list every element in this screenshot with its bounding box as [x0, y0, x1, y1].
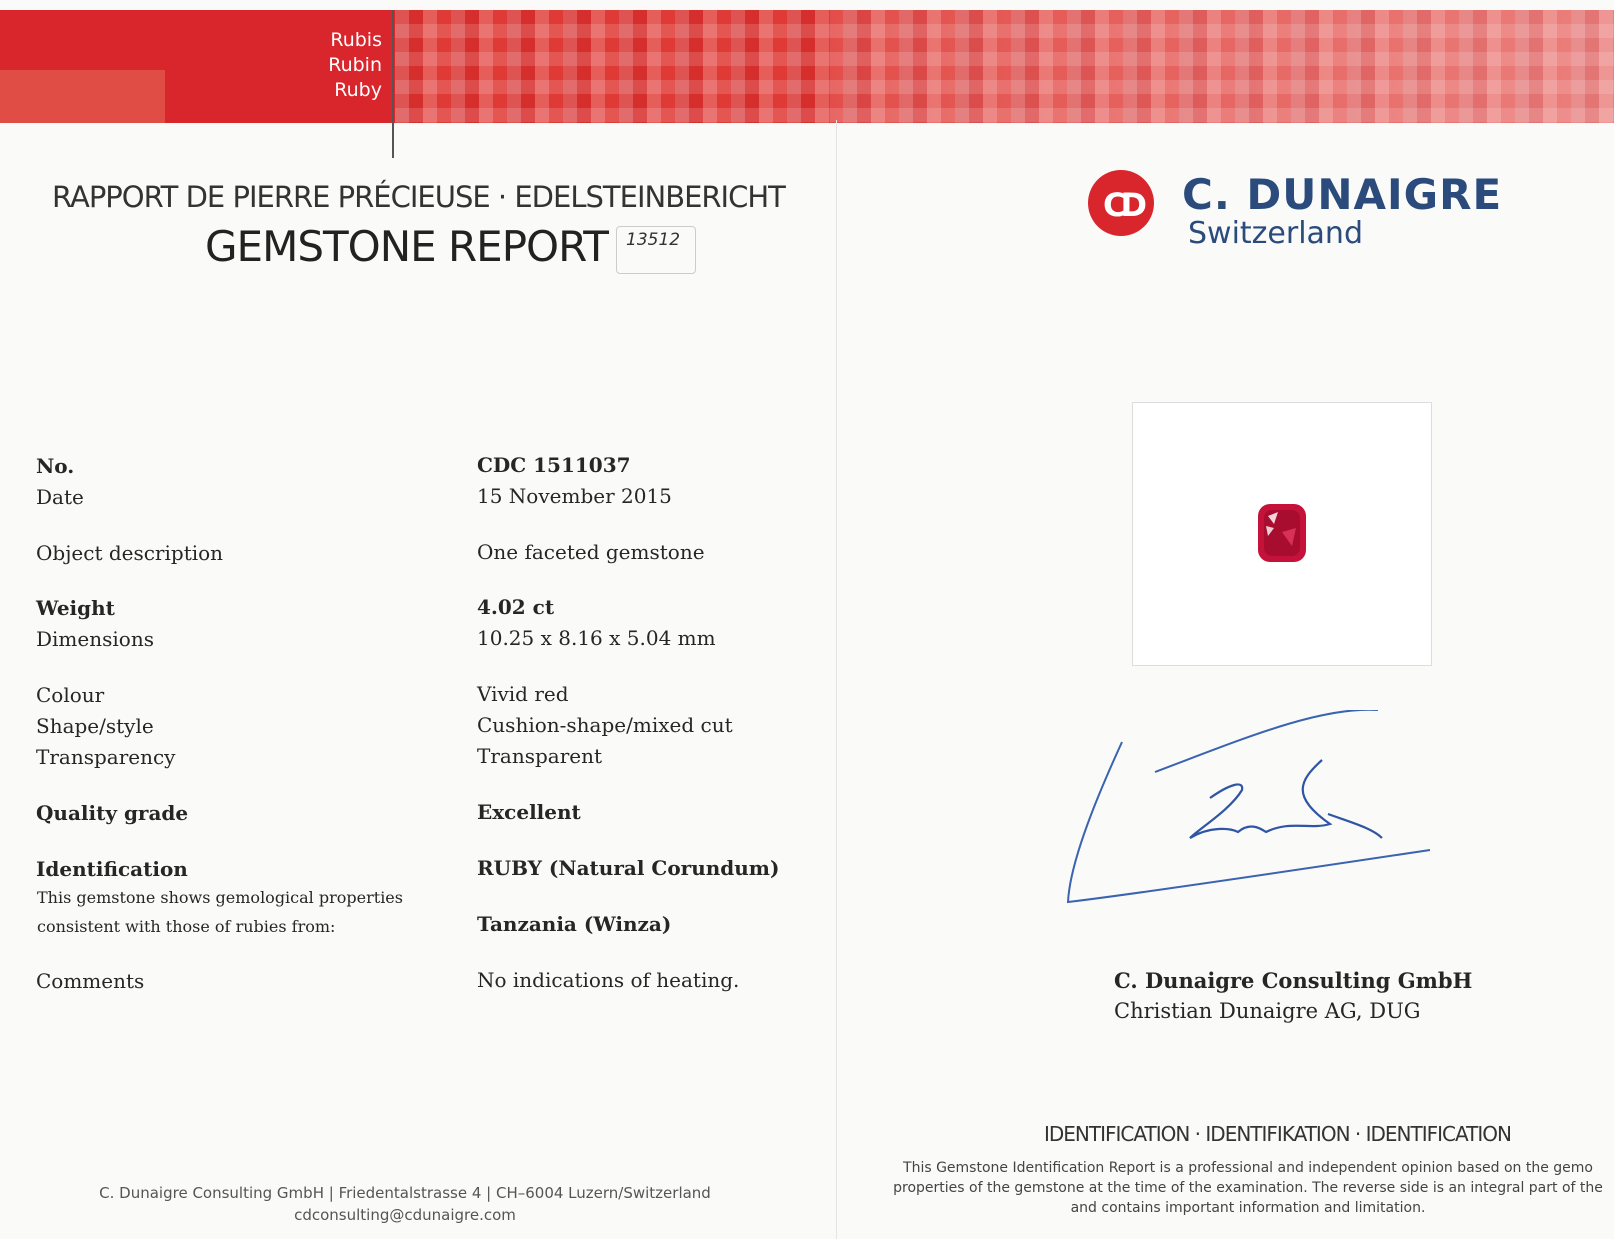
label-colour: Colour — [36, 683, 105, 707]
band-light-block — [0, 70, 165, 123]
value-comments: No indications of heating. — [477, 968, 740, 992]
value-origin: Tanzania (Winza) — [477, 912, 672, 936]
value-quality: Excellent — [477, 800, 581, 824]
label-weight: Weight — [36, 596, 115, 620]
value-identification: RUBY (Natural Corundum) — [477, 856, 780, 880]
label-no: No. — [36, 454, 75, 478]
label-date: Date — [36, 485, 84, 509]
page-fold-line — [836, 120, 837, 1239]
brand-name: C. DUNAIGRE — [1182, 170, 1503, 219]
label-dimensions: Dimensions — [36, 627, 154, 651]
signatory-company: C. Dunaigre Consulting GmbH — [1114, 968, 1473, 993]
label-transparency: Transparency — [36, 745, 176, 769]
footer-email: cdconsulting@cdunaigre.com — [294, 1206, 516, 1224]
identification-note-line-1: This gemstone shows gemological properties — [37, 888, 403, 907]
value-dimensions: 10.25 x 8.16 x 5.04 mm — [477, 626, 716, 650]
value-no: CDC 1511037 — [477, 453, 631, 477]
disclaimer-line-1: This Gemstone Identification Report is a professional and independent opinion based on the gemo — [903, 1160, 1593, 1176]
disclaimer-text — [888, 1158, 1608, 1218]
label-shape: Shape/style — [36, 714, 154, 738]
header-divider — [392, 10, 394, 158]
value-date: 15 November 2015 — [477, 484, 672, 508]
ruby-gemstone-image — [1256, 502, 1308, 564]
identification-heading: IDENTIFICATION · IDENTIFIKATION · IDENTIFICATION — [1044, 1122, 1511, 1146]
handwritten-number: 13512 — [626, 230, 681, 250]
gem-name-de: Rubin — [328, 54, 382, 76]
identification-note-line-2: consistent with those of rubies from: — [37, 917, 336, 936]
report-subtitle: RAPPORT DE PIERRE PRÉCIEUSE · EDELSTEINBERICHT — [52, 180, 785, 214]
value-weight: 4.02 ct — [477, 595, 555, 619]
disclaimer-line-2: properties of the gemstone at the time of the examination. The reverse side is an integral part of the — [893, 1180, 1603, 1196]
brand-country: Switzerland — [1188, 216, 1363, 251]
label-comments: Comments — [36, 969, 145, 993]
footer-address: C. Dunaigre Consulting GmbH | Friedentalstrasse 4 | CH–6004 Luzern/Switzerland — [99, 1184, 711, 1202]
gem-name-en: Ruby — [334, 79, 382, 101]
label-identification: Identification — [36, 857, 188, 881]
band-fade-section — [830, 10, 1614, 123]
brand-logo-letters: CD — [1102, 186, 1142, 224]
disclaimer-line-3: and contains important information and limitation. — [1070, 1200, 1426, 1216]
signatory-person: Christian Dunaigre AG, DUG — [1114, 999, 1421, 1023]
page-footer — [0, 1182, 810, 1226]
gem-name-fr: Rubis — [330, 29, 382, 51]
red-header-band — [0, 10, 1614, 123]
value-colour: Vivid red — [477, 682, 569, 706]
report-title: GEMSTONE REPORT — [205, 222, 608, 271]
gem-name-languages — [328, 28, 382, 103]
value-transparency: Transparent — [477, 744, 603, 768]
label-quality: Quality grade — [36, 801, 189, 825]
value-shape: Cushion-shape/mixed cut — [477, 713, 733, 737]
signature-image — [1060, 710, 1480, 940]
value-object: One faceted gemstone — [477, 540, 705, 564]
label-object: Object description — [36, 541, 224, 565]
